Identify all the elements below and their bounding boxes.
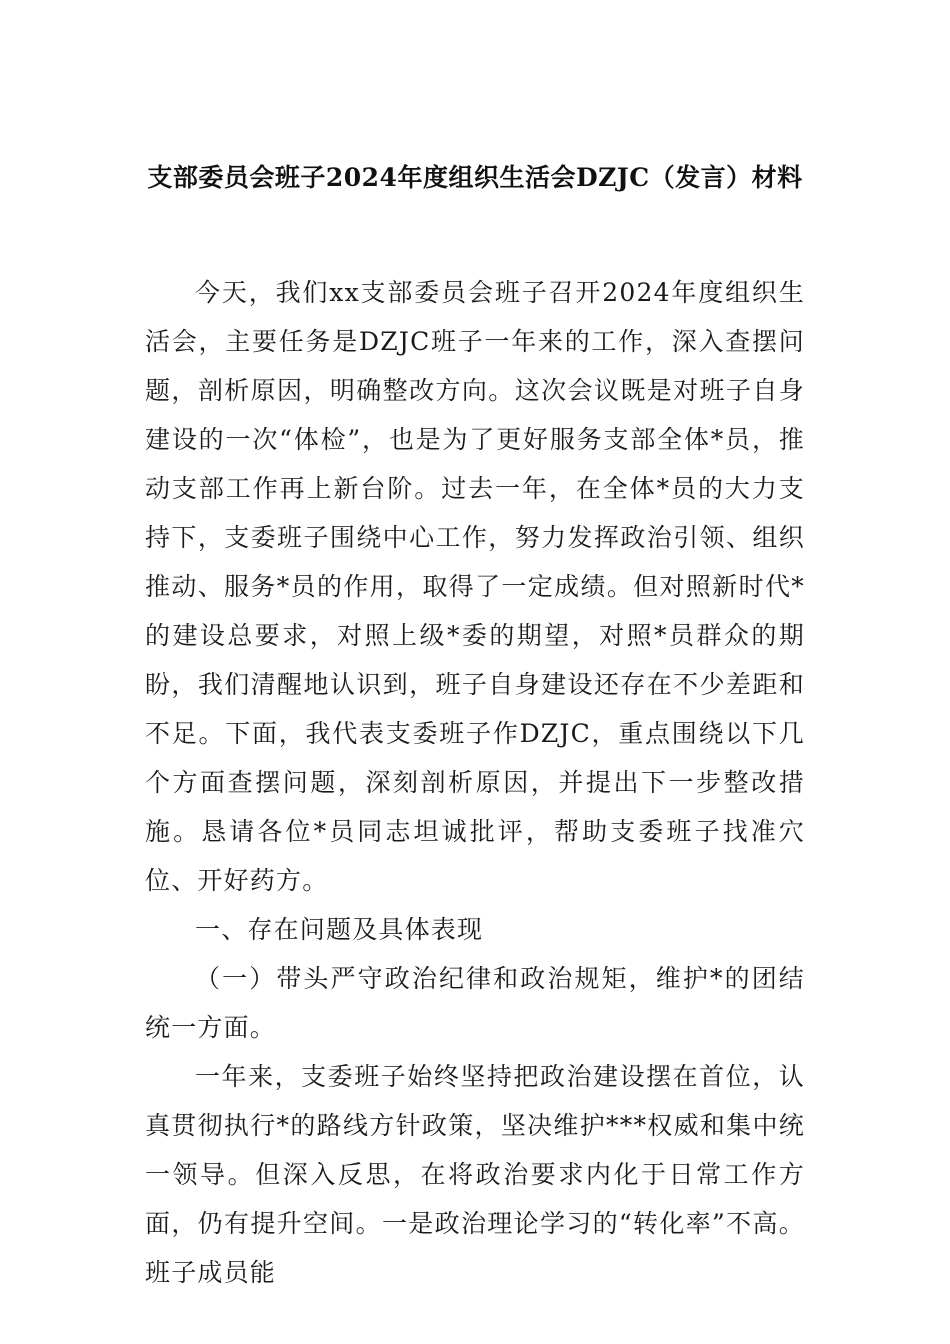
document-title: 支部委员会班子2024年度组织生活会DZJC（发言）材料 bbox=[147, 163, 803, 192]
paragraph-intro: 今天，我们xx支部委员会班子召开2024年度组织生活会，主要任务是DZJC班子一年来的工作，深入查摆问题，剖析原因，明确整改方向。这次会议既是对班子自身建设的一次“体检”，也是为了更好服务支部全体*员，推动支部工作再上新台阶。过去一年，在全体*员的大力支持下，支委班子围绕中心工作，努力发挥政治引领、组织推动、服务*员的作用，取得了一定成绩。但对照新时代*的建设总要求，对照上级*委的期望，对照*员群众的期盼，我们清醒地认识到，班子自身建设还存在不少差距和不足。下面，我代表支委班子作DZJC，重点围绕以下几个方面查摆问题，深刻剖析原因，并提出下一步整改措施。恳请各位*员同志坦诚批评，帮助支委班子找准穴位、开好药方。 bbox=[145, 278, 805, 895]
subsection-heading: （一）带头严守政治纪律和政治规矩，维护*的团结统一方面。 bbox=[145, 964, 805, 1042]
paragraph-body: 一年来，支委班子始终坚持把政治建设摆在首位，认真贯彻执行*的路线方针政策，坚决维护***权威和集中统一领导。但深入反思，在将政治要求内化于日常工作方面，仍有提升空间。一是政治理论学习的“转化率”不高。班子成员能 bbox=[145, 1062, 805, 1287]
document-body bbox=[145, 268, 805, 1297]
section-heading: 一、存在问题及具体表现 bbox=[195, 915, 484, 944]
